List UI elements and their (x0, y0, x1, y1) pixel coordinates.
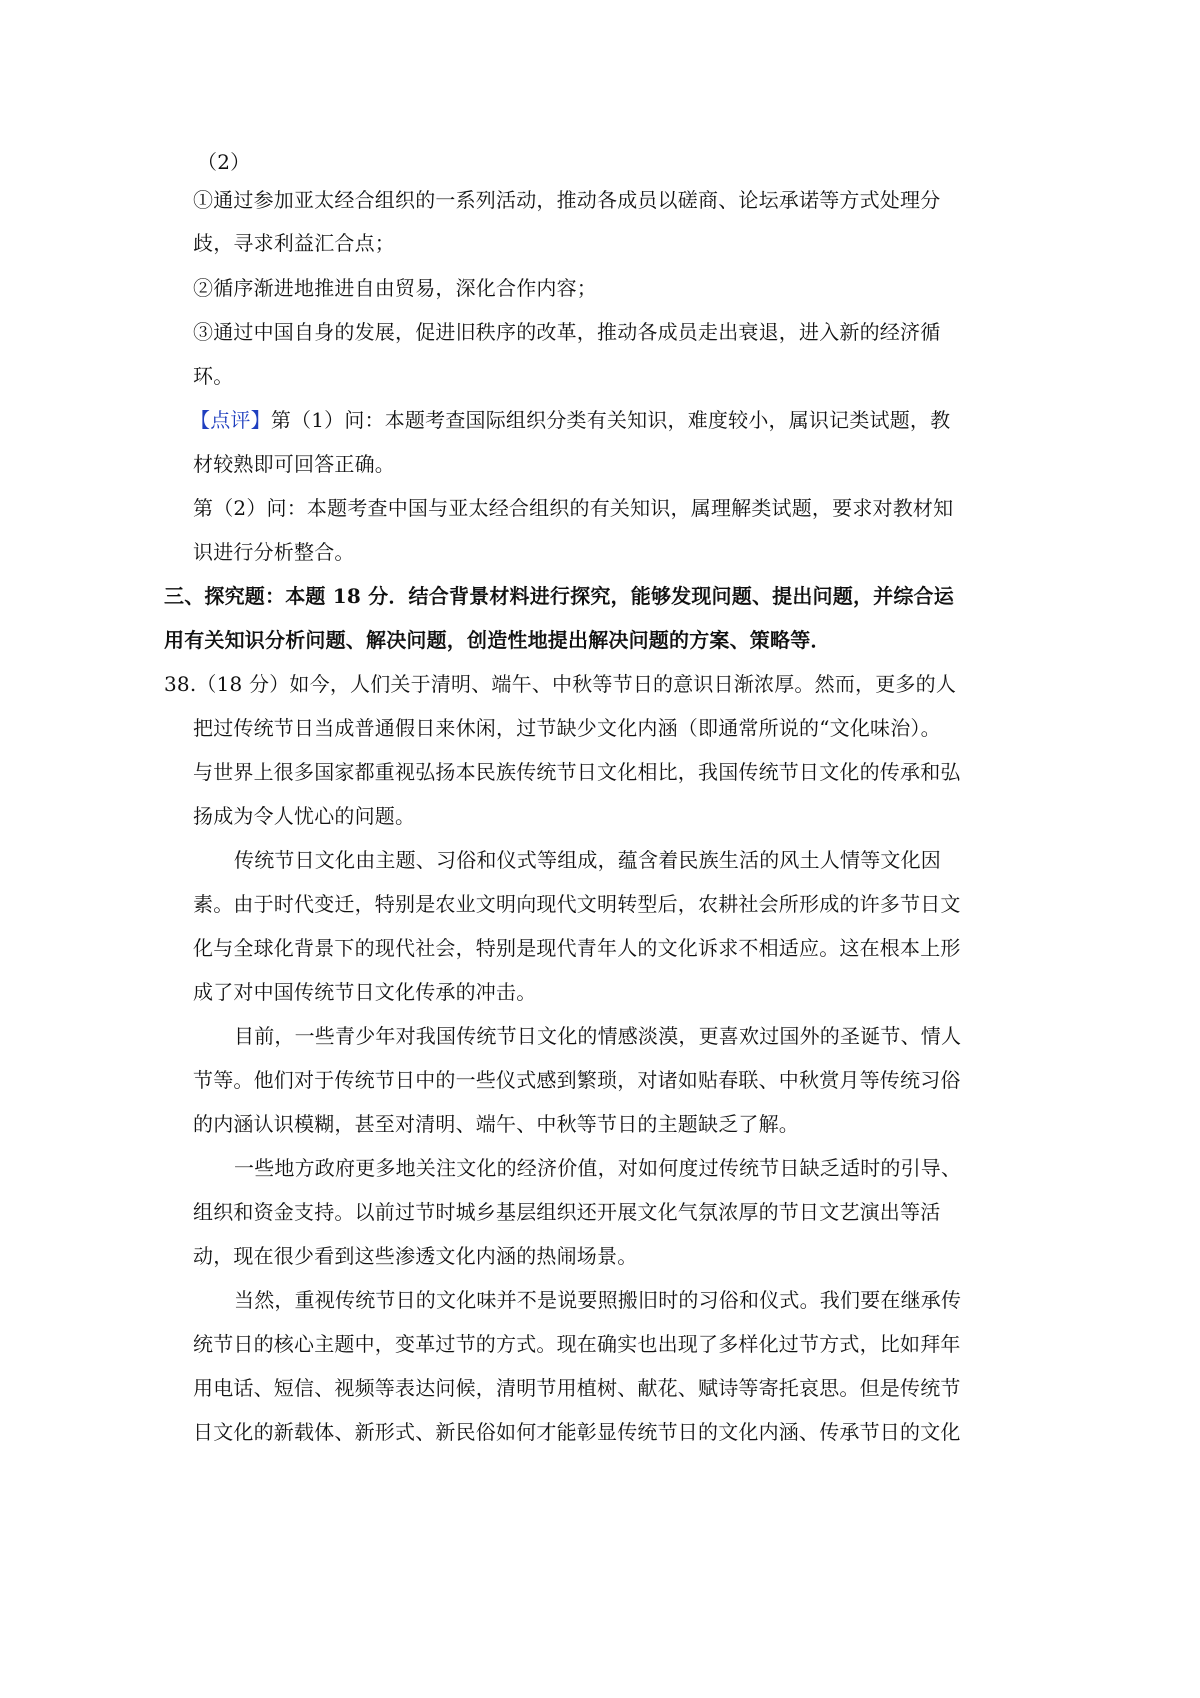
question-38-p2-line-1: 传统节日文化由主题、习俗和仪式等组成，蕴含着民族生活的风土人情等文化因 (234, 848, 941, 872)
comment-q2-line-2: 识进行分析整合。 (193, 540, 355, 564)
question-38-p4-line-3: 动，现在很少看到这些渗透文化内涵的热闹场景。 (193, 1244, 638, 1268)
question-38-p2-line-3: 化与全球化背景下的现代社会，特别是现代青年人的文化诉求不相适应。这在根本上形 (193, 936, 961, 960)
answer-item-1-line-2: 歧，寻求利益汇合点； (193, 231, 395, 255)
answer-item-2: ②循序渐进地推进自由贸易，深化合作内容； (193, 276, 597, 300)
question-38-p1-line-3: 与世界上很多国家都重视弘扬本民族传统节日文化相比，我国传统节日文化的传承和弘 (193, 760, 961, 784)
question-38-p3-line-1: 目前，一些青少年对我国传统节日文化的情感淡漠，更喜欢过国外的圣诞节、情人 (234, 1024, 962, 1048)
question-38-p2-line-2: 素。由于时代变迁，特别是农业文明向现代文明转型后，农耕社会所形成的许多节日文 (193, 892, 961, 916)
comment-q1-text: 第（1）问：本题考查国际组织分类有关知识，难度较小，属识记类试题，教 (270, 408, 951, 432)
question-38-p1-line-2: 把过传统节日当成普通假日来休闲，过节缺少文化内涵（即通常所说的“文化味治）。 (193, 716, 941, 740)
question-38-p4-line-1: 一些地方政府更多地关注文化的经济价值，对如何度过传统节日缺乏适时的引导、 (234, 1156, 962, 1180)
question-38-p5-line-3: 用电话、短信、视频等表达问候，清明节用植树、献花、赋诗等寄托哀思。但是传统节 (193, 1376, 961, 1400)
question-38-p5-line-4: 日文化的新载体、新形式、新民俗如何才能彰显传统节日的文化内涵、传承节日的文化 (193, 1420, 961, 1444)
comment-tag: 【点评】 (190, 408, 271, 432)
answer-item-1-line-1: ①通过参加亚太经合组织的一系列活动，推动各成员以磋商、论坛承诺等方式处理分 (193, 188, 941, 212)
question-38-p1-line-4: 扬成为令人忧心的问题。 (193, 804, 416, 828)
answer-item-3-line-1: ③通过中国自身的发展，促进旧秩序的改革，推动各成员走出衰退，进入新的经济循 (193, 320, 941, 344)
comment-q2-line-1: 第（2）问：本题考查中国与亚太经合组织的有关知识，属理解类试题，要求对教材知 (193, 496, 954, 520)
section-3-heading-line-2: 用有关知识分析问题、解决问题，创造性地提出解决问题的方案、策略等． (164, 628, 831, 652)
question-38-p1-line-1: 38.（18 分）如今，人们关于清明、端午、中秋等节日的意识日渐浓厚。然而，更多的人 (164, 672, 957, 696)
question-38-p3-line-2: 节等。他们对于传统节日中的一些仪式感到繁琐，对诸如贴春联、中秋赏月等传统习俗 (193, 1068, 961, 1092)
comment-q1-line-2: 材较熟即可回答正确。 (193, 452, 395, 476)
question-38-p4-line-2: 组织和资金支持。以前过节时城乡基层组织还开展文化气氛浓厚的节日文艺演出等活 (193, 1200, 941, 1224)
comment-q1-line-1 (190, 406, 950, 434)
answer-item-3-line-2: 环。 (193, 364, 234, 388)
question-38-p5-line-1: 当然，重视传统节日的文化味并不是说要照搬旧时的习俗和仪式。我们要在继承传 (234, 1288, 962, 1312)
question-38-p3-line-3: 的内涵认识模糊，甚至对清明、端午、中秋等节日的主题缺乏了解。 (193, 1112, 799, 1136)
answer-part-label: （2） (197, 150, 251, 174)
section-3-heading-line-1: 三、探究题：本题 18 分．结合背景材料进行探究，能够发现问题、提出问题，并综合运 (164, 584, 954, 608)
question-38-p2-line-4: 成了对中国传统节日文化传承的冲击。 (193, 980, 537, 1004)
question-38-p5-line-2: 统节日的核心主题中，变革过节的方式。现在确实也出现了多样化过节方式，比如拜年 (193, 1332, 961, 1356)
